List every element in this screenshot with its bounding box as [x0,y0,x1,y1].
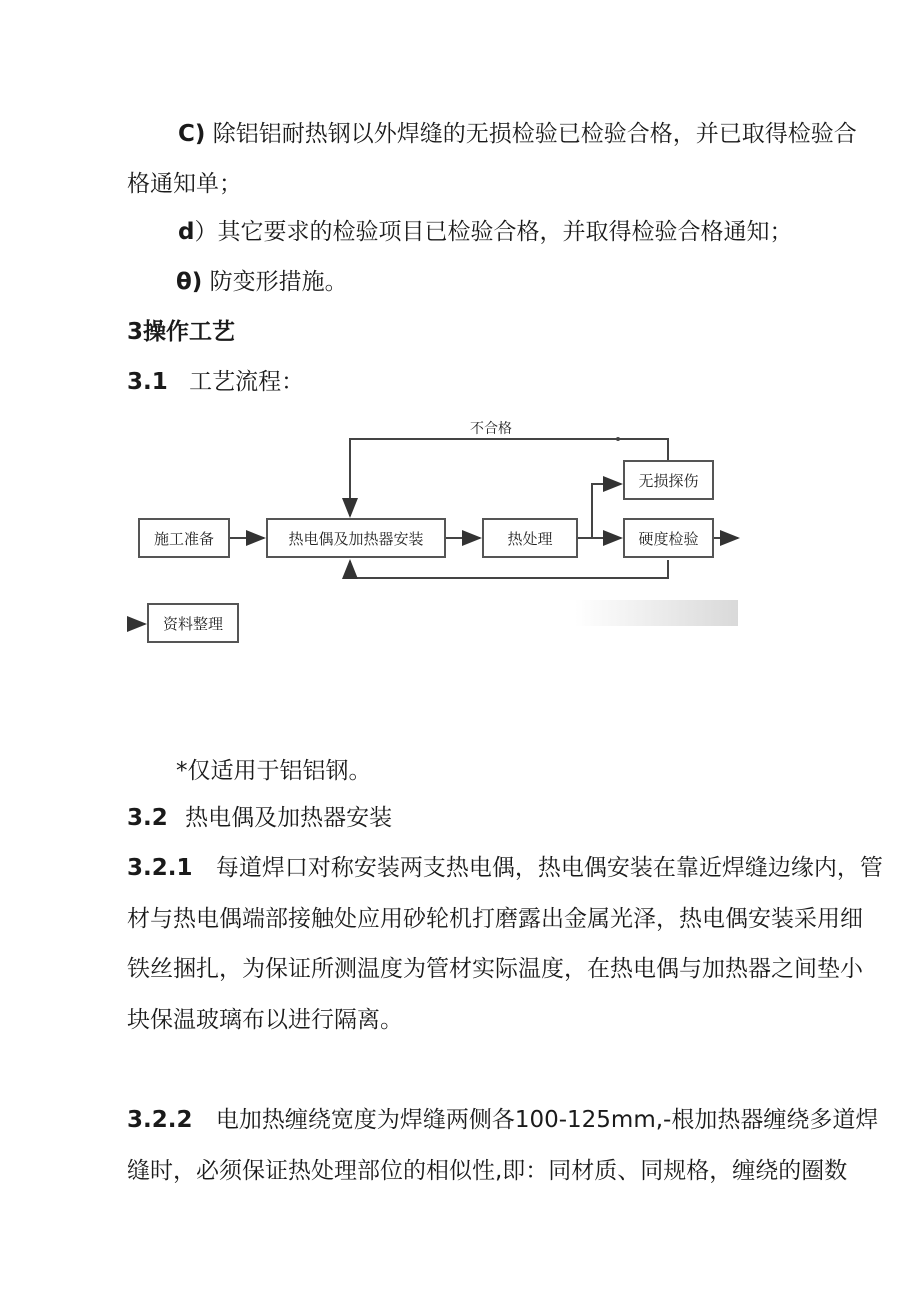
item-e-text: 防变形措施。 [209,269,348,295]
node-hardness-test: 硬度检验 [623,518,714,558]
item-c-continuation: 格通知单； [127,171,242,197]
fail-label: 不合格 [470,421,512,437]
section-3-2-title: 热电偶及加热器安装 [185,805,393,831]
node-construction-prep: 施工准备 [138,518,230,558]
section-3-2-1-text-1: 每道焊口对称安装两支热电偶，热电偶安装在靠近焊缝边缘内，管 [215,855,883,881]
item-c-text: 除铝铝耐热钢以外焊缝的无损检验已检验合格，并已取得检验合 [212,121,857,147]
section-3-1-number: 3.1 [127,369,168,395]
arrow-return-loop [350,560,668,578]
node-heat-treatment: 热处理 [482,518,578,558]
section-3-2-2-line-2: 缝时，必须保证热处理部位的相似性,即：同材质、同规格，缠绕的圈数 [127,1158,848,1184]
section-3-2-heading [127,802,392,834]
item-d-text: ）其它要求的检验项目已检验合格，并取得检验合格通知； [194,219,793,245]
node-documentation: 资料整理 [147,603,239,643]
section-3-2-1-line-4: 块保温玻璃布以进行隔离。 [127,1007,403,1033]
section-3-title: 3操作工艺 [127,319,236,345]
node-thermocouple-heater-install: 热电偶及加热器安装 [266,518,446,558]
scan-artifact [575,600,738,626]
item-e-marker: θ) [176,269,203,295]
note: *仅适用于铝铝钢。 [176,758,372,784]
section-3-1-title: 工艺流程： [189,369,305,395]
junction-dot [616,437,620,441]
section-3-2-1-line-3: 铁丝捆扎，为保证所测温度为管材实际温度，在热电偶与加热器之间垫小 [127,956,863,982]
section-3-2-1-line-2: 材与热电偶端部接触处应用砂轮机打磨露出金属光泽，热电偶安装采用细 [127,906,863,932]
item-c-marker: C) [178,121,206,147]
section-3-2-number: 3.2 [127,805,168,831]
section-3-2-1-line-1 [127,852,883,884]
arrow-fail-loop [350,439,668,516]
section-3-2-2-text-1: 电加热缠绕宽度为焊缝两侧各100-125mm,-根加热器缠绕多道焊 [215,1107,879,1133]
section-3-2-2-line-1 [127,1104,878,1136]
item-d-marker: d [178,219,195,245]
node-nondestructive-testing: 无损探伤 [623,460,714,500]
arrow-heat-to-ndt [592,484,621,538]
section-3-2-1-number: 3.2.1 [127,855,193,881]
section-3-2-2-number: 3.2.2 [127,1107,193,1133]
